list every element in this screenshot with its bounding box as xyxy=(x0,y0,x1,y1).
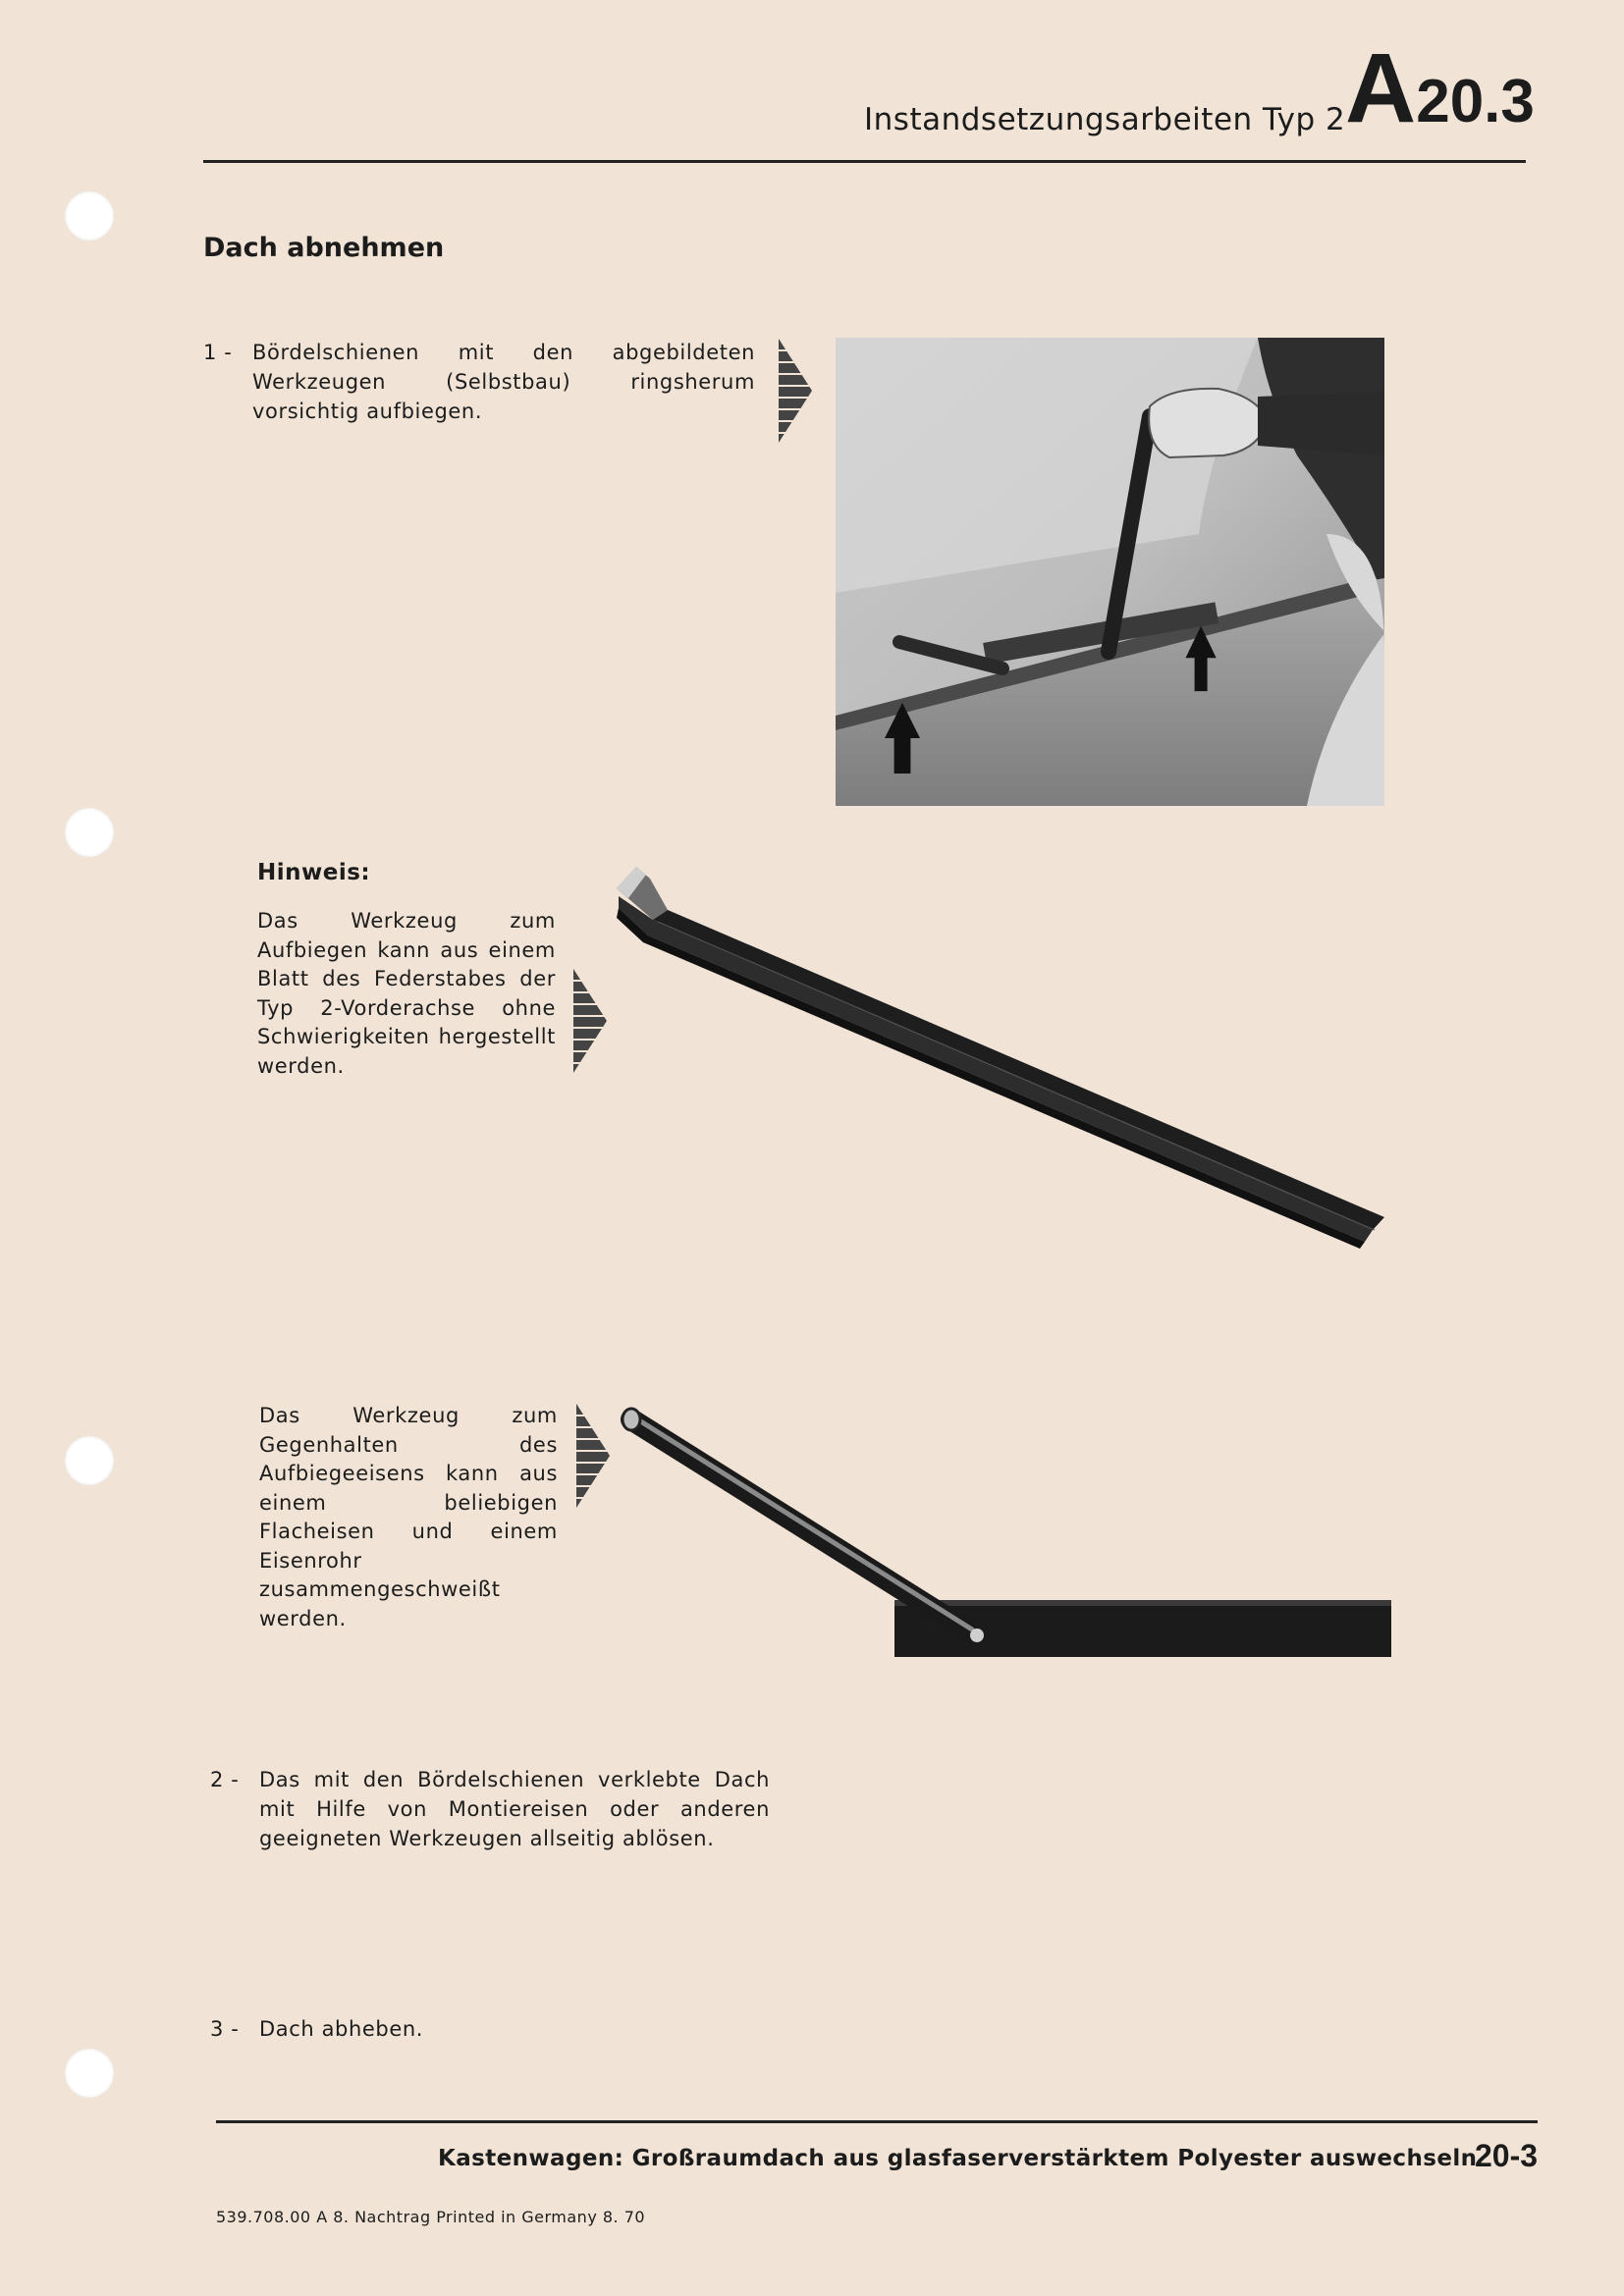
step-3-text: Dach abheben. xyxy=(259,2017,424,2041)
header-title: Instandsetzungsarbeiten Typ 2 xyxy=(864,102,1346,137)
step-1 xyxy=(203,338,753,436)
section-title: Dach abnehmen xyxy=(203,233,445,263)
pointer-arrow-icon xyxy=(779,339,812,443)
note-title: Hinweis: xyxy=(257,860,371,885)
image-bending-tool xyxy=(599,859,1404,1271)
step-2 xyxy=(210,1765,770,1863)
page-number: 20-3 xyxy=(1475,2138,1539,2173)
header-rule xyxy=(203,160,1526,163)
header-code-letter: A xyxy=(1345,33,1417,143)
binder-hole-1 xyxy=(65,191,114,240)
footer-rule xyxy=(216,2120,1538,2123)
step-2-text: Das mit den Bördelschienen verklebte Dach mit Hilfe von Montiereisen oder anderen geeigneten Werkzeugen allseitig ablösen. xyxy=(259,1768,770,1850)
print-line: 539.708.00 A 8. Nachtrag Printed in Germany 8. 70 xyxy=(216,2208,646,2226)
step-3 xyxy=(210,2014,770,2048)
header-code xyxy=(1345,33,1535,143)
image-counter-hold-tool xyxy=(609,1402,1394,1667)
note-text: Das Werkzeug zum Aufbiegen kann aus einem Blatt des Federstabes der Typ 2-Vorderachse ohne Schwierigkeiten hergestellt werden. xyxy=(257,909,556,1078)
binder-hole-4 xyxy=(65,2049,114,2098)
binder-hole-2 xyxy=(65,808,114,857)
tool2-text: Das Werkzeug zum Gegenhalten des Aufbiegeeisens kann aus einem beliebigen Flacheisen und einem Eisenrohr zusammengeschweißt werden. xyxy=(259,1404,558,1630)
photo-roof-flange-bending xyxy=(836,338,1384,806)
step-1-number: 1 - xyxy=(203,341,233,364)
step-2-number: 2 - xyxy=(210,1768,240,1791)
header-code-number: 20.3 xyxy=(1416,68,1535,135)
step-1-text: Bördelschienen mit den abgebildeten Werkzeugen (Selbstbau) ringsherum vorsichtig aufbiegen. xyxy=(252,341,755,423)
binder-hole-3 xyxy=(65,1436,114,1485)
footer-title: Kastenwagen: Großraumdach aus glasfaserverstärktem Polyester auswechseln xyxy=(438,2146,1478,2171)
pointer-arrow-icon xyxy=(576,1404,610,1508)
step-3-number: 3 - xyxy=(210,2017,240,2041)
